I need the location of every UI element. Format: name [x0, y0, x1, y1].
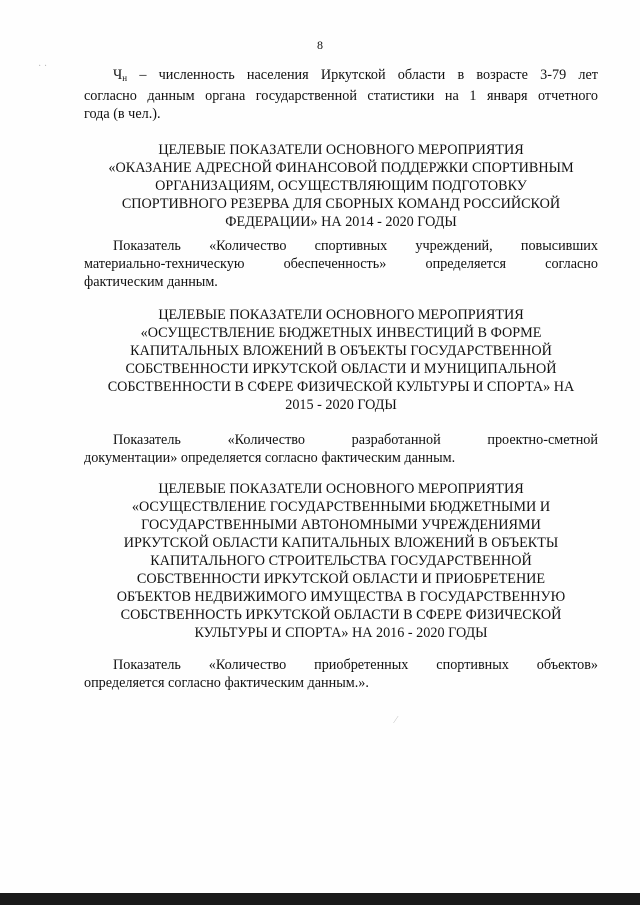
population-symbol-subscript: н [122, 73, 128, 83]
section-paragraph [84, 431, 598, 467]
intro-line: согласно данным органа государственной статистики на 1 января отчетного [84, 88, 598, 104]
paragraph-line: фактическим данным. [84, 274, 218, 290]
paragraph-line: Показатель «Количество спортивных учреждений, повысивших [113, 238, 598, 254]
heading-line: ОБЪЕКТОВ НЕДВИЖИМОГО ИМУЩЕСТВА В ГОСУДАРСТВЕННУЮ [116, 589, 566, 605]
section-paragraph [84, 237, 598, 291]
section-heading [84, 141, 598, 231]
heading-line: ЦЕЛЕВЫЕ ПОКАЗАТЕЛИ ОСНОВНОГО МЕРОПРИЯТИЯ [158, 481, 524, 497]
intro-paragraph [84, 66, 598, 123]
paragraph-line: определяется согласно фактическим данным.». [84, 675, 369, 691]
heading-line: «ОСУЩЕСТВЛЕНИЕ БЮДЖЕТНЫХ ИНВЕСТИЦИЙ В ФОРМЕ [140, 325, 542, 341]
paragraph-line: Показатель «Количество разработанной проектно-сметной [113, 432, 598, 448]
section-heading [84, 306, 598, 414]
page-number: 8 [317, 38, 323, 52]
section-paragraph [84, 656, 598, 692]
heading-line: КАПИТАЛЬНЫХ ВЛОЖЕНИЙ В ОБЪЕКТЫ ГОСУДАРСТВЕННОЙ [130, 343, 552, 359]
heading-line: ЦЕЛЕВЫЕ ПОКАЗАТЕЛИ ОСНОВНОГО МЕРОПРИЯТИЯ [158, 142, 524, 158]
heading-line: СОБСТВЕННОСТЬ ИРКУТСКОЙ ОБЛАСТИ В СФЕРЕ ФИЗИЧЕСКОЙ [120, 607, 562, 623]
heading-line: СОБСТВЕННОСТИ ИРКУТСКОЙ ОБЛАСТИ И МУНИЦИПАЛЬНОЙ [125, 361, 557, 377]
heading-line: ГОСУДАРСТВЕННЫМИ АВТОНОМНЫМИ УЧРЕЖДЕНИЯМИ [141, 517, 541, 533]
heading-line: «ОКАЗАНИЕ АДРЕСНОЙ ФИНАНСОВОЙ ПОДДЕРЖКИ СПОРТИВНЫМ [108, 160, 574, 176]
heading-line: «ОСУЩЕСТВЛЕНИЕ ГОСУДАРСТВЕННЫМИ БЮДЖЕТНЫМИ И [131, 499, 551, 515]
heading-line: ИРКУТСКОЙ ОБЛАСТИ КАПИТАЛЬНЫХ ВЛОЖЕНИЙ В ОБЪЕКТЫ [123, 535, 559, 551]
scan-bottom-edge [0, 893, 640, 905]
scan-speck: · · [38, 61, 48, 72]
heading-line: СПОРТИВНОГО РЕЗЕРВА ДЛЯ СБОРНЫХ КОМАНД РОССИЙСКОЙ [121, 196, 561, 212]
intro-line-text: – численность населения Иркутской области в возрасте 3-79 лет [127, 67, 598, 83]
intro-line: года (в чел.). [84, 106, 161, 122]
heading-line: КУЛЬТУРЫ И СПОРТА» НА 2016 - 2020 ГОДЫ [194, 625, 488, 641]
scan-speck: ⁄ [395, 715, 397, 726]
paragraph-line: материально-техническую обеспеченность» определяется согласно [84, 256, 598, 272]
heading-line: ФЕДЕРАЦИИ» НА 2014 - 2020 ГОДЫ [225, 214, 457, 230]
heading-line: ОРГАНИЗАЦИЯМ, ОСУЩЕСТВЛЯЮЩИМ ПОДГОТОВКУ [155, 178, 527, 194]
paragraph-line: документации» определяется согласно фактическим данным. [84, 450, 456, 466]
heading-line: СОБСТВЕННОСТИ ИРКУТСКОЙ ОБЛАСТИ И ПРИОБРЕТЕНИЕ [136, 571, 546, 587]
paragraph-line: Показатель «Количество приобретенных спортивных объектов» [113, 657, 598, 673]
heading-line: КАПИТАЛЬНОГО СТРОИТЕЛЬСТВА ГОСУДАРСТВЕННОЙ [150, 553, 532, 569]
heading-line: СОБСТВЕННОСТИ В СФЕРЕ ФИЗИЧЕСКОЙ КУЛЬТУРЫ И СПОРТА» НА [107, 379, 575, 395]
heading-line: 2015 - 2020 ГОДЫ [285, 397, 397, 413]
section-heading [84, 480, 598, 642]
population-symbol: Ч [113, 67, 123, 83]
heading-line: ЦЕЛЕВЫЕ ПОКАЗАТЕЛИ ОСНОВНОГО МЕРОПРИЯТИЯ [158, 307, 524, 323]
intro-line [84, 66, 598, 87]
